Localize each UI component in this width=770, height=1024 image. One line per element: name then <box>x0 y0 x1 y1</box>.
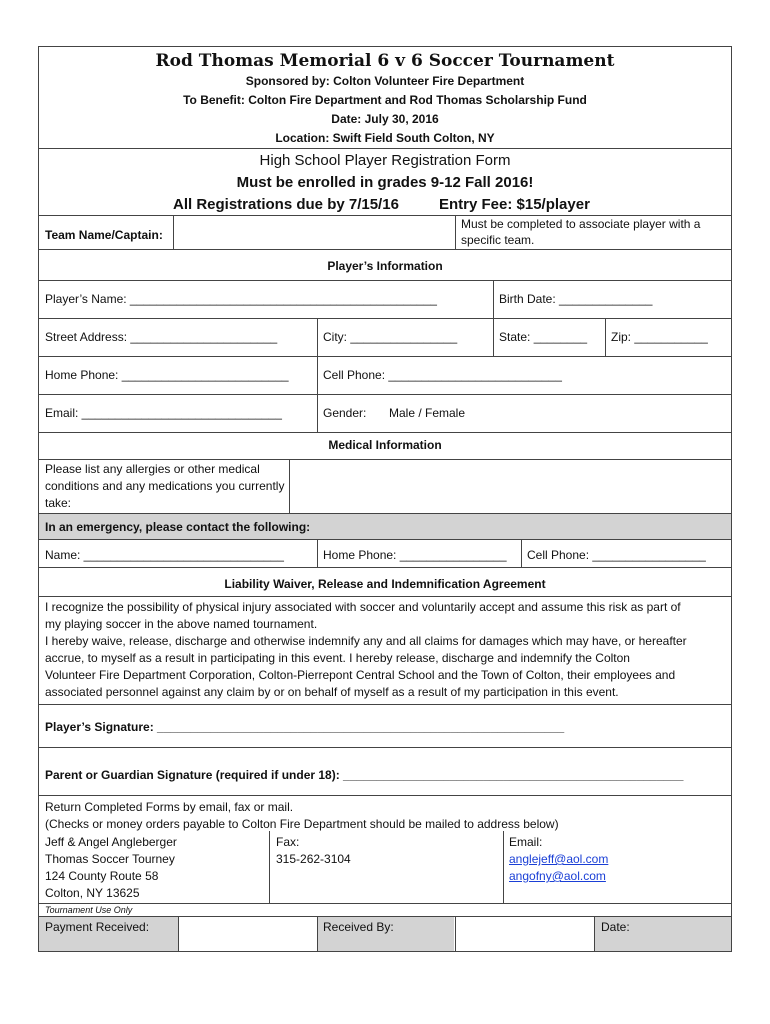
city-field[interactable]: City: ________________ <box>323 330 458 344</box>
tournament-use-label: Tournament Use Only <box>45 905 133 915</box>
emergency-cell-phone-field[interactable]: Cell Phone: _________________ <box>527 548 706 562</box>
waiver-line: Volunteer Fire Department Corporation, Colton-Pierrepont Central School and the Town of Colton, their employees and <box>45 668 676 682</box>
street-address-field[interactable]: Street Address: ______________________ <box>45 330 278 344</box>
return-instructions: Return Completed Forms by email, fax or mail. <box>45 800 294 814</box>
email-field[interactable]: Email: ______________________________ <box>45 406 282 420</box>
office-date-label: Date: <box>601 920 630 934</box>
waiver-line: my playing soccer in the above named tournament. <box>45 617 318 631</box>
emergency-home-phone-field[interactable]: Home Phone: ________________ <box>323 548 507 562</box>
zip-field[interactable]: Zip: ___________ <box>611 330 708 344</box>
state-field[interactable]: State: ________ <box>499 330 588 344</box>
received-by-label: Received By: <box>323 920 394 934</box>
waiver-line: accrue, to myself as a result in participating in this event. I hereby release, discharge and indemnify the Colton <box>45 651 630 665</box>
sponsor-line: Sponsored by: Colton Volunteer Fire Department <box>245 74 525 88</box>
waiver-line: I hereby waive, release, discharge and otherwise indemnify any and all claims for damages which may have, or hereafter <box>45 634 687 648</box>
email-link[interactable]: angofny@aol.com <box>509 869 606 883</box>
tournament-title: Rod Thomas Memorial 6 v 6 Soccer Tournament <box>155 51 615 71</box>
form-heading: High School Player Registration Form <box>259 152 511 169</box>
waiver-line: I recognize the possibility of physical injury associated with soccer and voluntarily accept and assume this risk as part of <box>45 600 681 614</box>
email-link[interactable]: anglejeff@aol.com <box>509 852 609 866</box>
home-phone-field[interactable]: Home Phone: _________________________ <box>45 368 289 382</box>
date-line: Date: July 30, 2016 <box>331 112 439 126</box>
address-line: 124 County Route 58 <box>45 869 159 883</box>
emergency-name-field[interactable]: Name: ______________________________ <box>45 548 284 562</box>
entry-fee: Entry Fee: $15/player <box>439 196 590 213</box>
address-line: Jeff & Angel Angleberger <box>45 835 177 849</box>
gender-label: Gender: <box>323 406 367 420</box>
waiver-heading: Liability Waiver, Release and Indemnification Agreement <box>224 577 546 591</box>
email-label: Email: <box>509 835 543 849</box>
medical-prompt: Please list any allergies or other medical conditions and any medications you currently take: <box>45 462 285 510</box>
player-signature-field[interactable]: Player’s Signature: _____________________________________________________________ <box>45 720 565 734</box>
registration-deadline: All Registrations due by 7/15/16 <box>173 196 399 213</box>
payment-instructions: (Checks or money orders payable to Colton Fire Department should be mailed to address below) <box>45 817 559 831</box>
grade-requirement: Must be enrolled in grades 9-12 Fall 2016! <box>236 174 534 191</box>
payment-received-label: Payment Received: <box>45 920 150 934</box>
fax-label: Fax: <box>276 835 300 849</box>
team-name-label: Team Name/Captain: <box>45 228 163 242</box>
benefit-line: To Benefit: Colton Fire Department and Rod Thomas Scholarship Fund <box>183 93 587 107</box>
fax-number: 315-262-3104 <box>276 852 351 866</box>
emergency-heading: In an emergency, please contact the following: <box>45 520 311 534</box>
waiver-line: associated personnel against any claim by or on behalf of myself as a result of my participation in this event. <box>45 685 619 699</box>
team-note: Must be completed to associate player with a specific team. <box>461 217 701 247</box>
registration-form <box>38 46 732 952</box>
location-line: Location: Swift Field South Colton, NY <box>275 131 495 145</box>
birth-date-field[interactable]: Birth Date: ______________ <box>499 292 653 306</box>
player-name-field[interactable]: Player’s Name: ______________________________________________ <box>45 292 437 306</box>
player-info-heading: Player’s Information <box>327 259 443 273</box>
gender-options[interactable]: Male / Female <box>389 406 466 420</box>
address-line: Thomas Soccer Tourney <box>45 852 175 866</box>
medical-input[interactable] <box>290 460 730 512</box>
medical-heading: Medical Information <box>328 438 442 452</box>
parent-signature-field[interactable]: Parent or Guardian Signature (required if under 18): ___________________________________________________ <box>45 768 684 782</box>
address-line: Colton, NY 13625 <box>45 886 140 900</box>
cell-phone-field[interactable]: Cell Phone: __________________________ <box>323 368 562 382</box>
team-name-input[interactable] <box>174 216 454 248</box>
